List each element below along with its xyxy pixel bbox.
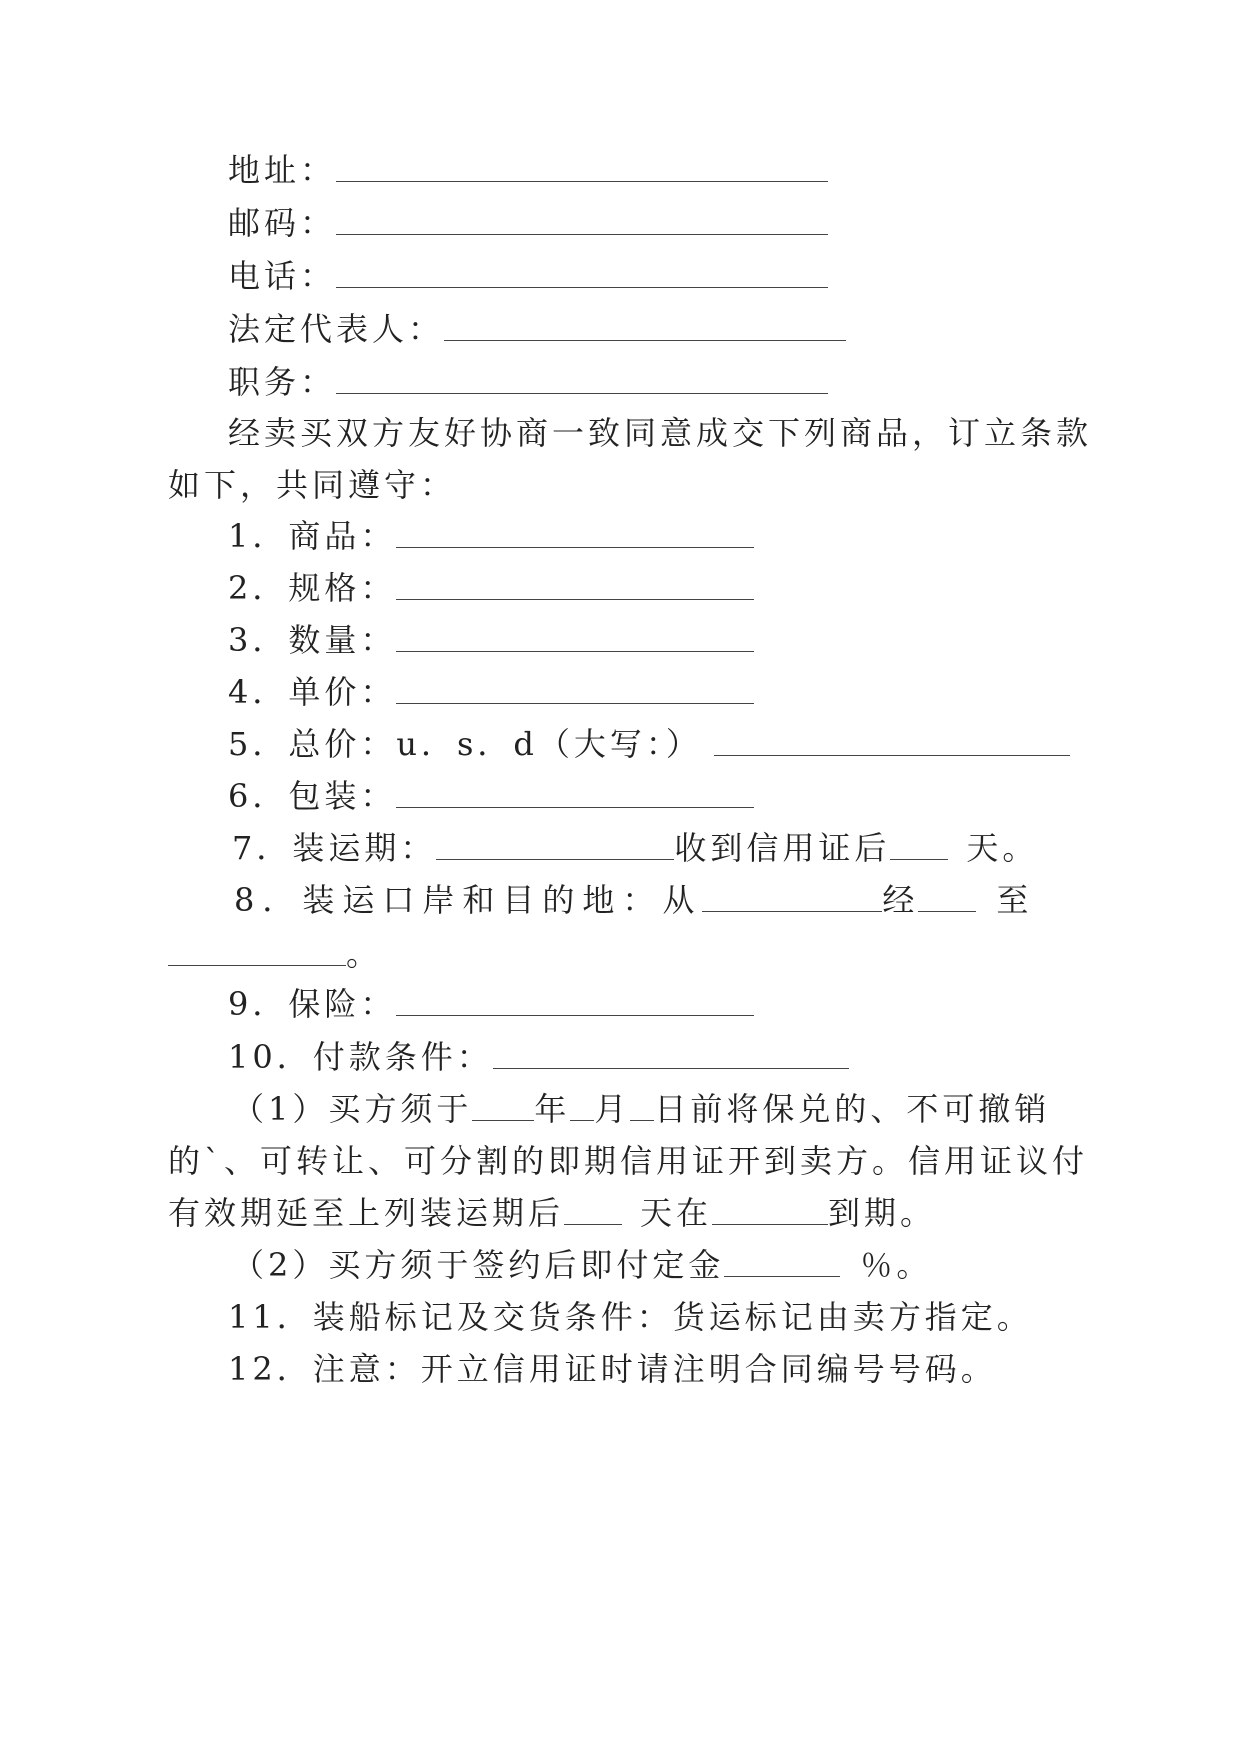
postcode-blank[interactable] bbox=[336, 206, 828, 235]
total-price-blank[interactable] bbox=[714, 727, 1070, 756]
clause-4-row bbox=[228, 672, 754, 712]
payment-2-prefix: （2）买方须于签约后即付定金 bbox=[232, 1246, 725, 1284]
position-row bbox=[228, 362, 828, 402]
port-via-blank[interactable] bbox=[918, 883, 976, 912]
clause-2-label: 2．规格： bbox=[228, 569, 397, 607]
clause-9-row bbox=[228, 984, 754, 1024]
postcode-row bbox=[228, 203, 828, 243]
intro-line-2: 如下，共同遵守： bbox=[168, 466, 457, 504]
payment-2-row bbox=[232, 1245, 932, 1285]
lc-day-blank[interactable] bbox=[630, 1092, 654, 1121]
postcode-label: 邮码： bbox=[228, 204, 337, 242]
intro-line-1: 经卖买双方友好协商一致同意成交下列商品，订立条款 bbox=[228, 414, 1093, 452]
port-from-blank[interactable] bbox=[702, 883, 882, 912]
phone-blank[interactable] bbox=[336, 259, 828, 288]
packing-blank[interactable] bbox=[396, 779, 754, 808]
payment-1-line-3-c: 到期。 bbox=[828, 1194, 937, 1232]
clause-8-label: 8．装运口岸和目的地：从 bbox=[234, 881, 703, 919]
clause-8-cont-row bbox=[168, 934, 382, 974]
deposit-percent-blank[interactable] bbox=[724, 1248, 840, 1277]
address-label: 地址： bbox=[228, 151, 337, 189]
payment-1-year: 年 bbox=[534, 1090, 571, 1128]
clause-10-label: 10．付款条件： bbox=[228, 1038, 493, 1076]
spec-blank[interactable] bbox=[396, 571, 754, 600]
clause-8-end: 。 bbox=[346, 935, 383, 973]
clause-8-via: 经 bbox=[882, 881, 919, 919]
payment-1-line-2: 的`、可转让、可分割的即期信用证开到卖方。信用证议付 bbox=[168, 1142, 1089, 1180]
phone-label: 电话： bbox=[228, 257, 337, 295]
goods-blank[interactable] bbox=[396, 519, 754, 548]
payment-1-day: 日前将保兑的、不可撤销 bbox=[654, 1090, 1051, 1128]
lc-year-blank[interactable] bbox=[472, 1092, 534, 1121]
clause-3-row bbox=[228, 620, 754, 660]
legal-rep-row bbox=[228, 309, 846, 349]
clause-3-label: 3．数量： bbox=[228, 621, 397, 659]
lc-validity-days-blank[interactable] bbox=[564, 1196, 622, 1225]
payment-1-month: 月 bbox=[594, 1090, 631, 1128]
payment-terms-blank[interactable] bbox=[493, 1040, 849, 1069]
payment-1-line-3 bbox=[168, 1193, 936, 1233]
address-row bbox=[228, 150, 828, 190]
shipment-period-blank[interactable] bbox=[436, 831, 674, 860]
payment-1-line-1 bbox=[232, 1089, 1050, 1129]
payment-1-prefix: （1）买方须于 bbox=[232, 1090, 473, 1128]
clause-1-label: 1．商品： bbox=[228, 517, 397, 555]
clause-5-label: 5．总价：u．s．d（大写：） bbox=[228, 725, 702, 763]
address-blank[interactable] bbox=[336, 153, 828, 182]
clause-6-row bbox=[228, 776, 754, 816]
unit-price-blank[interactable] bbox=[396, 675, 754, 704]
clause-4-label: 4．单价： bbox=[228, 673, 397, 711]
phone-row bbox=[228, 256, 828, 296]
destination-blank[interactable] bbox=[168, 937, 346, 966]
clause-6-label: 6．包装： bbox=[228, 777, 397, 815]
quantity-blank[interactable] bbox=[396, 623, 754, 652]
clause-8-to: 至 bbox=[996, 881, 1033, 919]
clause-7-end: 天。 bbox=[966, 829, 1039, 867]
payment-1-line-3-b: 天在 bbox=[640, 1194, 713, 1232]
lc-month-blank[interactable] bbox=[570, 1092, 594, 1121]
clause-5-row bbox=[228, 724, 1070, 764]
clause-7-mid: 收到信用证后 bbox=[674, 829, 891, 867]
lc-expiry-place-blank[interactable] bbox=[712, 1196, 828, 1225]
payment-1-line-3-a: 有效期延至上列装运期后 bbox=[168, 1194, 565, 1232]
legal-rep-blank[interactable] bbox=[444, 312, 846, 341]
position-label: 职务： bbox=[228, 363, 337, 401]
clause-7-row bbox=[232, 828, 1038, 868]
payment-2-end: ％。 bbox=[860, 1246, 933, 1284]
clause-1-row bbox=[228, 516, 754, 556]
clause-12: 12．注意：开立信用证时请注明合同编号号码。 bbox=[228, 1350, 997, 1388]
position-blank[interactable] bbox=[336, 365, 828, 394]
insurance-blank[interactable] bbox=[396, 987, 754, 1016]
clause-2-row bbox=[228, 568, 754, 608]
days-after-lc-blank[interactable] bbox=[890, 831, 948, 860]
clause-11: 11．装船标记及交货条件：货运标记由卖方指定。 bbox=[228, 1298, 1033, 1336]
legal-rep-label: 法定代表人： bbox=[228, 310, 445, 348]
clause-7-label: 7．装运期： bbox=[232, 829, 437, 867]
clause-10-row bbox=[228, 1037, 849, 1077]
clause-8-row bbox=[234, 880, 1032, 920]
clause-9-label: 9．保险： bbox=[228, 985, 397, 1023]
